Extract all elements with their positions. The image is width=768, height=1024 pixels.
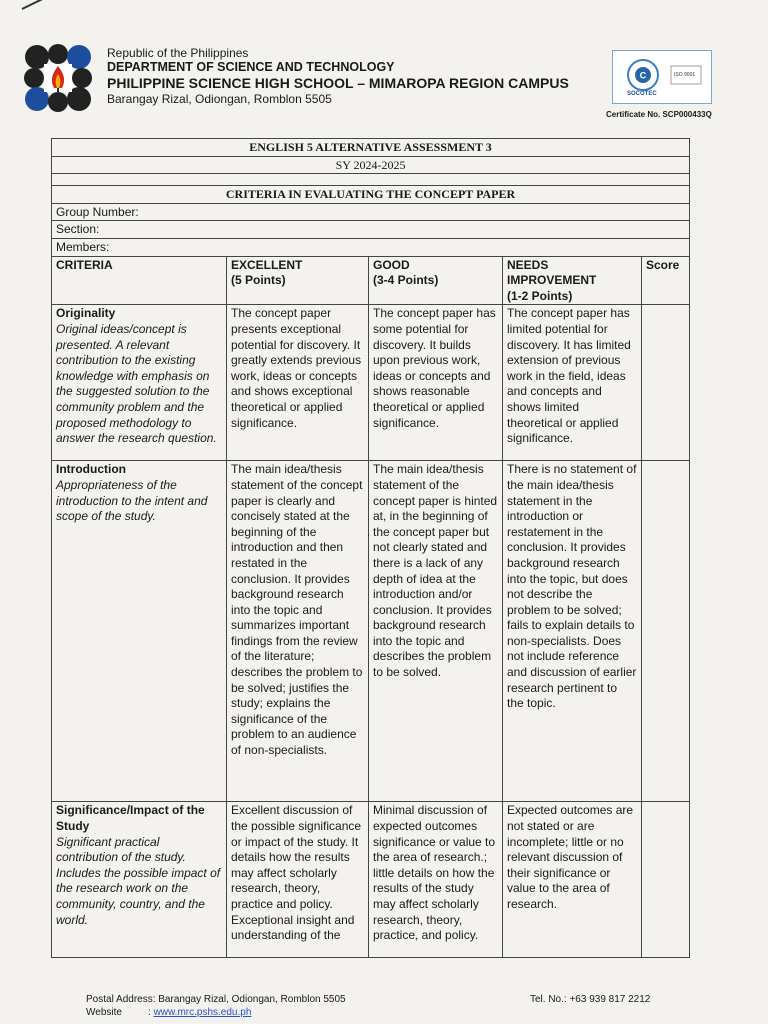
excellent-cell: The concept paper presents exceptional potential for discovery. It greatly extends previous work, ideas or concepts and shows exceptional theoretical or applied significance.	[227, 305, 369, 461]
letterhead	[107, 46, 569, 107]
score-cell	[642, 461, 690, 802]
certification-badge	[612, 50, 712, 104]
criterion-cell	[52, 802, 227, 958]
score-cell	[642, 802, 690, 958]
cert-iso: ISO 9001	[674, 72, 696, 78]
needs-improvement-cell: The concept paper has limited potential for discovery. It has limited extension of previous work in the field, ideas and concepts and shows limited theoretical or applied significance.	[503, 305, 642, 461]
criterion-title: Significance/Impact of the Study	[56, 803, 205, 833]
postal-address: Postal Address: Barangay Rizal, Odiongan, Romblon 5505	[86, 994, 346, 1005]
members-label: Members:	[52, 238, 690, 256]
pshs-logo	[24, 44, 92, 112]
criterion-title: Originality	[56, 306, 116, 321]
school-year: SY 2024-2025	[52, 156, 690, 174]
school-name: PHILIPPINE SCIENCE HIGH SCHOOL – MIMAROPA REGION CAMPUS	[107, 75, 569, 92]
blank-row	[52, 174, 690, 186]
website-label: Website	[86, 1007, 122, 1018]
cert-brand: SOCOTEC	[627, 91, 657, 97]
rubric-table	[51, 138, 690, 958]
svg-text:C: C	[639, 70, 647, 81]
website-link[interactable]: www.mrc.pshs.edu.ph	[153, 1007, 252, 1018]
criterion-title: Introduction	[56, 462, 126, 477]
needs-improvement-cell: Expected outcomes are not stated or are incomplete; little or no relevant discussion of their significance or value to the area of research.	[503, 802, 642, 958]
criterion-description: Appropriateness of the introduction to the intent and scope of the study.	[56, 477, 208, 524]
header-row	[52, 256, 690, 305]
good-cell: The concept paper has some potential for discovery. It builds upon previous work, ideas or concepts and shows reasonable theoretical or applied significance.	[369, 305, 503, 461]
rubric-subtitle: CRITERIA IN EVALUATING THE CONCEPT PAPER	[52, 186, 690, 204]
website-separator: :	[148, 1007, 151, 1018]
header-good: GOOD (3-4 Points)	[369, 256, 503, 305]
header-score: Score	[642, 256, 690, 305]
score-cell	[642, 305, 690, 461]
pen-mark	[22, 0, 70, 10]
needs-improvement-cell: There is no statement of the main idea/thesis statement in the introduction or restatement in the conclusion. It provides background research into the topic, but does not describe the problem to be solved; fails to explain details to non-specialists. Does not include reference and discussion of earlier research pertinent to the topic.	[503, 461, 642, 802]
footer-left	[86, 993, 346, 1019]
criterion-description: Significant practical contribution of the study. Includes the possible impact of the research work on the community, country, and the world.	[56, 834, 221, 927]
section-label: Section:	[52, 221, 690, 239]
group-number-label: Group Number:	[52, 203, 690, 221]
table-row	[52, 802, 690, 958]
criterion-cell	[52, 461, 227, 802]
excellent-cell: Excellent discussion of the possible significance or impact of the study. It details how the results may affect scholarly research, theory, practice and policy. Exceptional insight and understanding of the	[227, 802, 369, 958]
header-excellent: EXCELLENT (5 Points)	[227, 256, 369, 305]
assessment-title: ENGLISH 5 ALTERNATIVE ASSESSMENT 3	[52, 139, 690, 157]
header-needs-improvement: NEEDS IMPROVEMENT (1-2 Points)	[503, 256, 642, 305]
header-criteria: CRITERIA	[52, 256, 227, 305]
certificate-number: Certificate No. SCP000433Q	[606, 110, 712, 119]
good-cell: Minimal discussion of expected outcomes significance or value to the area of research.; little details on how the results of the study may affect scholarly research, theory, practice, and policy.	[369, 802, 503, 958]
telephone: Tel. No.: +63 939 817 2212	[530, 994, 651, 1005]
department-line: DEPARTMENT OF SCIENCE AND TECHNOLOGY	[107, 60, 395, 75]
excellent-cell: The main idea/thesis statement of the concept paper is clearly and concisely stated at the beginning of the introduction and then restated in the conclusion. It provides background research into the topic and summarizes important findings from the review of the literature; describes the problem to be solved; justifies the study; explains the significance of the problem to an audience of non-specialists.	[227, 461, 369, 802]
criterion-description: Original ideas/concept is presented. A relevant contribution to the existing knowledge with emphasis on the suggested solution to the community problem and the proposed methodology to answer the research question.	[56, 321, 217, 446]
republic-line: Republic of the Philippines	[107, 46, 249, 60]
school-address: Barangay Rizal, Odiongan, Romblon 5505	[107, 92, 332, 107]
criterion-cell	[52, 305, 227, 461]
good-cell: The main idea/thesis statement of the concept paper is hinted at, in the beginning of the concept paper but not clearly stated and there is a lack of any depth of idea at the introduction and/or conclusion. It provides background research into the topic and describes the problem to be solved.	[369, 461, 503, 802]
table-row	[52, 461, 690, 802]
table-row	[52, 305, 690, 461]
